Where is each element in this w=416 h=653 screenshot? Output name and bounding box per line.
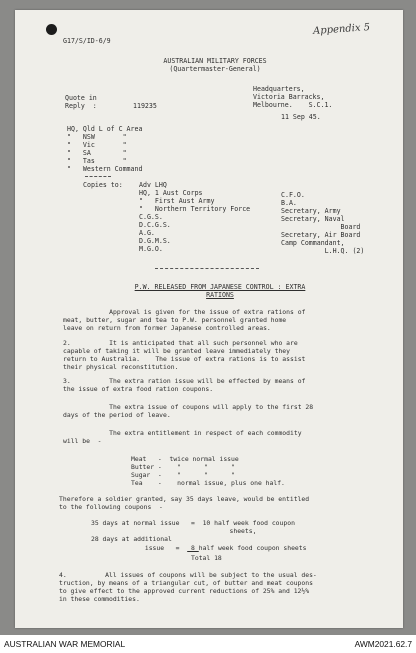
body-line: meat, butter, sugar and tea to P.W. personnel granted home [63,316,287,324]
copy-recipient: " Northern Territory Force [139,205,251,213]
calc-underlined-value: 8 [187,544,199,552]
body-line: truction, by means of a triangular cut, of butter and meat coupons [59,579,313,587]
body-line: the issue of extra food ration coupons. [63,385,214,393]
calc-line: sheets, [91,527,257,535]
addressee-item: " Tas " [67,157,127,165]
copy-recipient: B.A. [281,199,297,207]
copy-recipient: " First Aust Army [139,197,215,205]
body-line: will be - [63,437,102,445]
quote-number: 119235 [133,102,157,110]
addressee-item: " Western Command [67,165,143,173]
org-title: AUSTRALIAN MILITARY FORCES [163,57,267,65]
hq-line-3: Melbourne. S.C.1. [253,101,333,109]
archive-name: AUSTRALIAN WAR MEMORIAL [4,639,126,649]
copy-recipient: Secretary, Army [281,207,341,215]
copy-recipient: C.G.S. [139,213,163,221]
quote-label-1: Quote in [65,94,97,102]
copy-recipient: HQ, 1 Aust Corps [139,189,203,197]
file-reference: G17/S/ID-6/9 [63,37,111,45]
calc-line: 28 days at additional [91,535,172,543]
body-line: capable of taking it will be granted leave immediately they [63,347,291,355]
hq-line-2: Victoria Barracks, [253,93,325,101]
copy-recipient: Camp Commandant, [281,239,345,247]
copy-recipient: C.F.O. [281,191,305,199]
body-line: days of the period of leave. [63,411,171,419]
body-line: 4. All issues of coupons will be subject to the usual des- [59,571,317,579]
body-line: to the following coupons - [59,503,163,511]
copy-recipient: D.G.M.S. [139,237,171,245]
subject-line-2: RATIONS [206,291,234,299]
copy-recipient: Board [281,223,361,231]
body-line: 2. It is anticipated that all such personnel who are [63,339,298,347]
calc-prefix: issue = [91,544,188,552]
body-line: 3. The extra ration issue will be effected by means of [63,377,306,385]
body-line: leave on return from former Japanese controlled areas. [63,324,271,332]
handwritten-annotation: Appendix 5 [312,22,371,37]
document-page [15,10,403,628]
copy-recipient: M.G.O. [139,245,163,253]
punch-hole [46,24,57,35]
body-line: Approval is given for the issue of extra rations of [63,308,306,316]
letter-date: 11 Sep 45. [281,113,321,121]
copy-recipient: Secretary, Air Board [281,231,361,239]
copies-label: Copies to: [83,181,123,189]
copy-recipient: Secretary, Naval [281,215,345,223]
addressee-item: " Vic " [67,141,127,149]
body-line: The extra issue of coupons will apply to the first 28 [63,403,314,411]
body-line: to give effect to the approved current reductions of 25% and 12½% [59,587,310,595]
subject-line-1: P.W. RELEASED FROM JAPANESE CONTROL : EXTRA [134,283,306,291]
archive-reference: AWM2021.62.7 [354,639,412,649]
body-line: Therefore a soldier granted, say 35 days leave, would be entitled [59,495,310,503]
addressee-item: " SA " [67,149,127,157]
section-divider [155,268,259,269]
copy-recipient: A.G. [139,229,155,237]
archive-footer [0,635,416,653]
body-line: in these commodities. [59,595,140,603]
body-line: their physical reconstitution. [63,363,179,371]
calc-line: 35 days at normal issue = 10 half week food coupon [91,519,295,527]
commodity-item: Tea - normal issue, plus one half. [131,479,285,487]
quote-label-2: Reply : [65,102,97,110]
addressee-item: HQ, Qld L of C Area [67,125,143,133]
commodity-item: Butter - " " " [131,463,235,471]
calc-total: Total 18 [191,554,222,562]
copy-recipient: D.C.G.S. [139,221,171,229]
body-line: return to Australia. The issue of extra rations is to assist [63,355,306,363]
short-divider [85,176,111,177]
calc-suffix: half week food coupon sheets [198,544,307,552]
copy-recipient: Adv LHQ [139,181,167,189]
addressee-item: " NSW " [67,133,127,141]
copy-recipient: L.H.Q. (2) [281,247,365,255]
body-line: The extra entitlement in respect of each commodity [63,429,302,437]
hq-line-1: Headquarters, [253,85,305,93]
org-subtitle: (Quartermaster-General) [169,65,261,73]
commodity-item: Meat - twice normal issue [131,455,239,463]
calc-line [91,545,306,553]
commodity-item: Sugar - " " " [131,471,235,479]
